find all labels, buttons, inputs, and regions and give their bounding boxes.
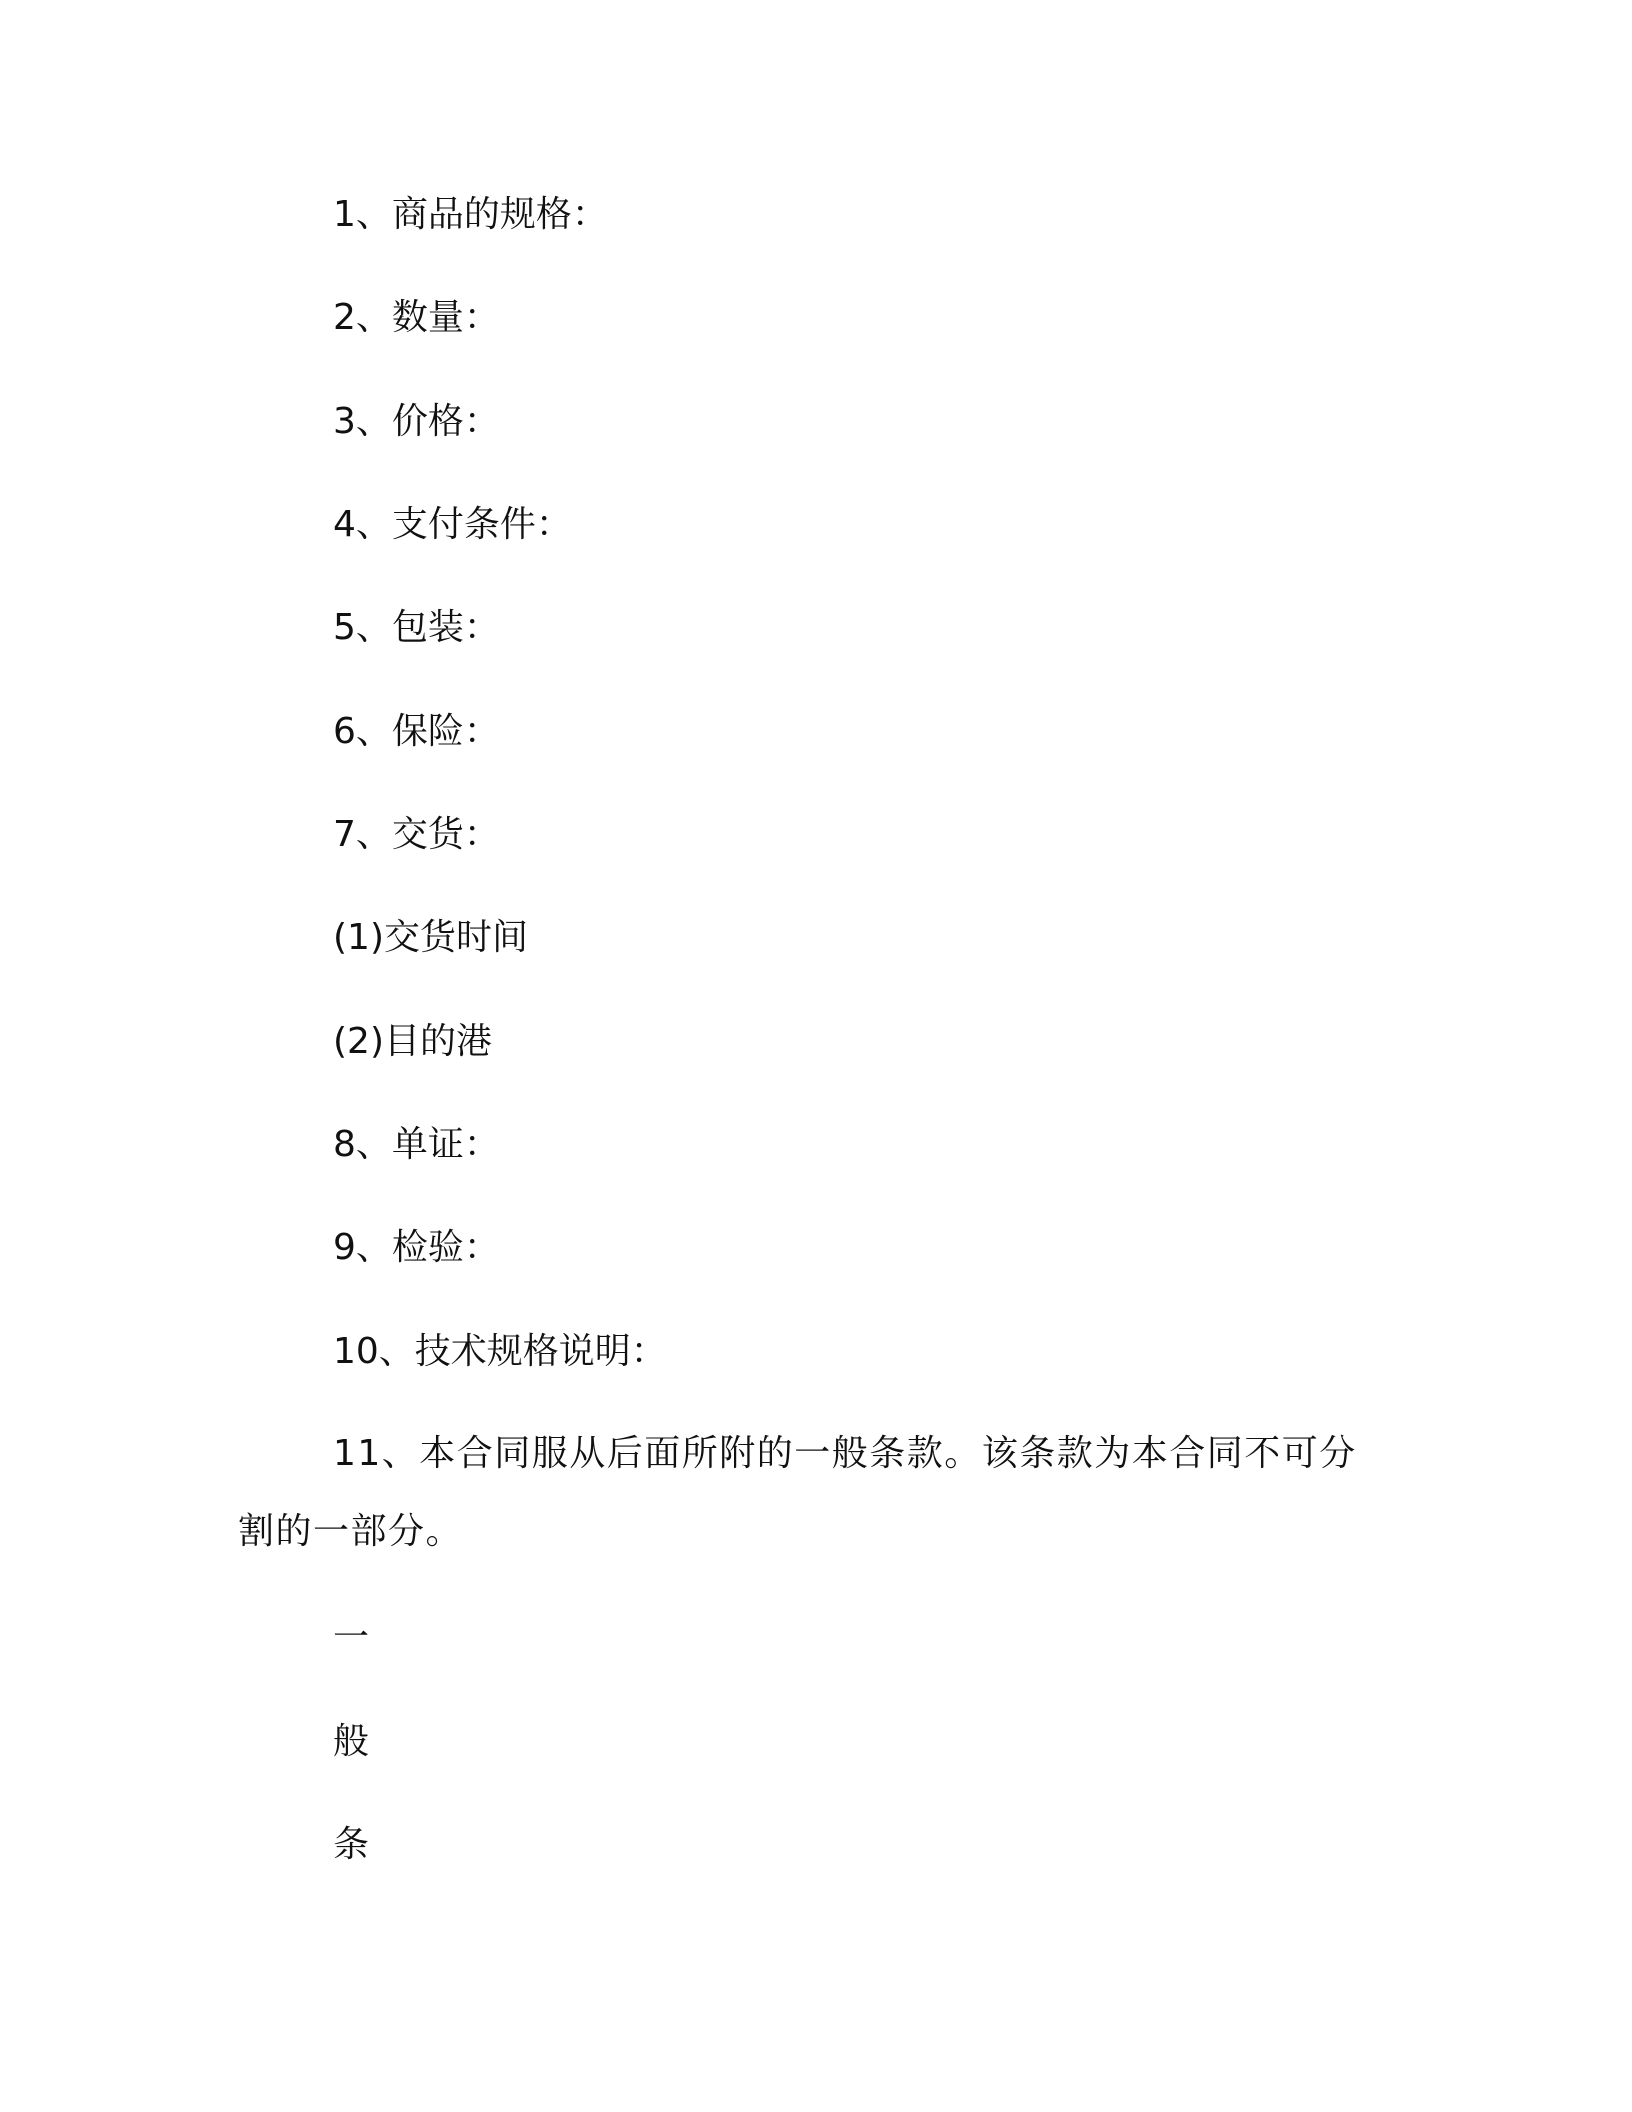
heading-char-2: 般 (333, 1721, 370, 1762)
item-documents: 8、单证： (333, 1124, 500, 1165)
item-spec: 1、商品的规格： (333, 194, 608, 235)
item-payment-terms: 4、支付条件： (333, 504, 572, 545)
item-quantity: 2、数量： (333, 297, 500, 338)
heading-char-3: 条 (333, 1824, 370, 1865)
item-technical-spec: 10、技术规格说明： (333, 1331, 667, 1372)
item-delivery: 7、交货： (333, 814, 500, 855)
item-delivery-time: (1)交货时间 (333, 917, 528, 958)
item-inspection: 9、检验： (333, 1227, 500, 1268)
item-insurance: 6、保险： (333, 711, 500, 752)
heading-char-1: 一 (333, 1617, 370, 1658)
item-destination-port: (2)目的港 (333, 1021, 492, 1062)
item-price: 3、价格： (333, 401, 500, 442)
item-packing: 5、包装： (333, 607, 500, 648)
clause-11-paragraph: 11、本合同服从后面所附的一般条款。该条款为本合同不可分割的一部分。 (238, 1433, 1357, 1552)
